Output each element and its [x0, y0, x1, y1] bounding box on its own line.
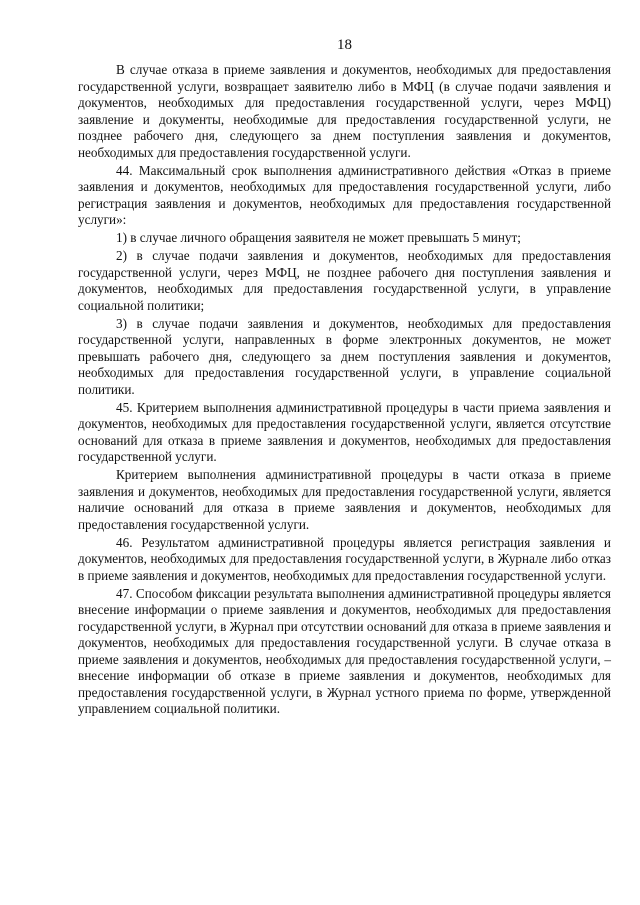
paragraph-45-criterion-refusal: Критерием выполнения административной процедуры в части отказа в приеме заявления и документов, необходимых для предоставления государственной услуги, является наличие оснований для отказа в приеме заявления и документов, необходимых для предоставления государственной услуги. — [78, 467, 611, 532]
paragraph-refusal-return: В случае отказа в приеме заявления и документов, необходимых для предоставления государственной услуги, возвращает заявителю либо в МФЦ (в случае подачи заявления и документов, необходимых для предоставления государственной услуги, через МФЦ) заявление и документы, необходимые для предоставления государственной услуги, не позднее рабочего дня, следующего за днем поступления заявления и документов, необходимых для предоставления государственной услуги. — [78, 62, 611, 160]
paragraph-44-item-2: 2) в случае подачи заявления и документов, необходимых для предоставления государственной услуги, через МФЦ, не позднее рабочего дня поступления заявления и документов, необходимых для предоставления государственной услуги, в управление социальной политики; — [78, 248, 611, 313]
paragraph-44-item-1: 1) в случае личного обращения заявителя не может превышать 5 минут; — [116, 230, 521, 245]
paragraph-46-result: 46. Результатом административной процедуры является регистрация заявления и документов, необходимых для предоставления государственной услуги, в Журнале либо отказ в приеме заявления и документов, необходимых для предоставления государственной услуги. — [78, 534, 611, 583]
page-number: 18 — [337, 37, 352, 53]
paragraph-44-item-3: 3) в случае подачи заявления и документов, необходимых для предоставления государственной услуги, направленных в форме электронных документов, не может превышать рабочего дня, следующего за днем поступления заявления и документов, необходимых для предоставления государственной услуги, в управление социальной политики. — [78, 315, 611, 397]
paragraph-47-fixation: 47. Способом фиксации результата выполнения административной процедуры является внесение информации о приеме заявления и документов, необходимых для предоставления государственной услуги, в Журнал при отсутствии оснований для отказа в приеме заявления и документов, необходимых для предоставления государственной услуги. В случае отказа в приеме заявления и документов, необходимых для предоставления государственной услуги, – внесение информации об отказе в приеме заявления и документов, необходимых для предоставления государственной услуги, в Журнал устного приема по форме, утвержденной управлением социальной политики. — [78, 585, 611, 716]
paragraph-45-criterion-accept: 45. Критерием выполнения административной процедуры в части приема заявления и документов, необходимых для предоставления государственной услуги, является отсутствие оснований для отказа в приеме заявления и документов, необходимых для предоставления государственной услуги. — [78, 399, 611, 464]
paragraph-44-max-term: 44. Максимальный срок выполнения административного действия «Отказ в приеме заявления и документов, необходимых для предоставления государственной услуги, либо регистрация заявления и документов, необходимых для предоставления государственной услуги»: — [78, 162, 611, 227]
